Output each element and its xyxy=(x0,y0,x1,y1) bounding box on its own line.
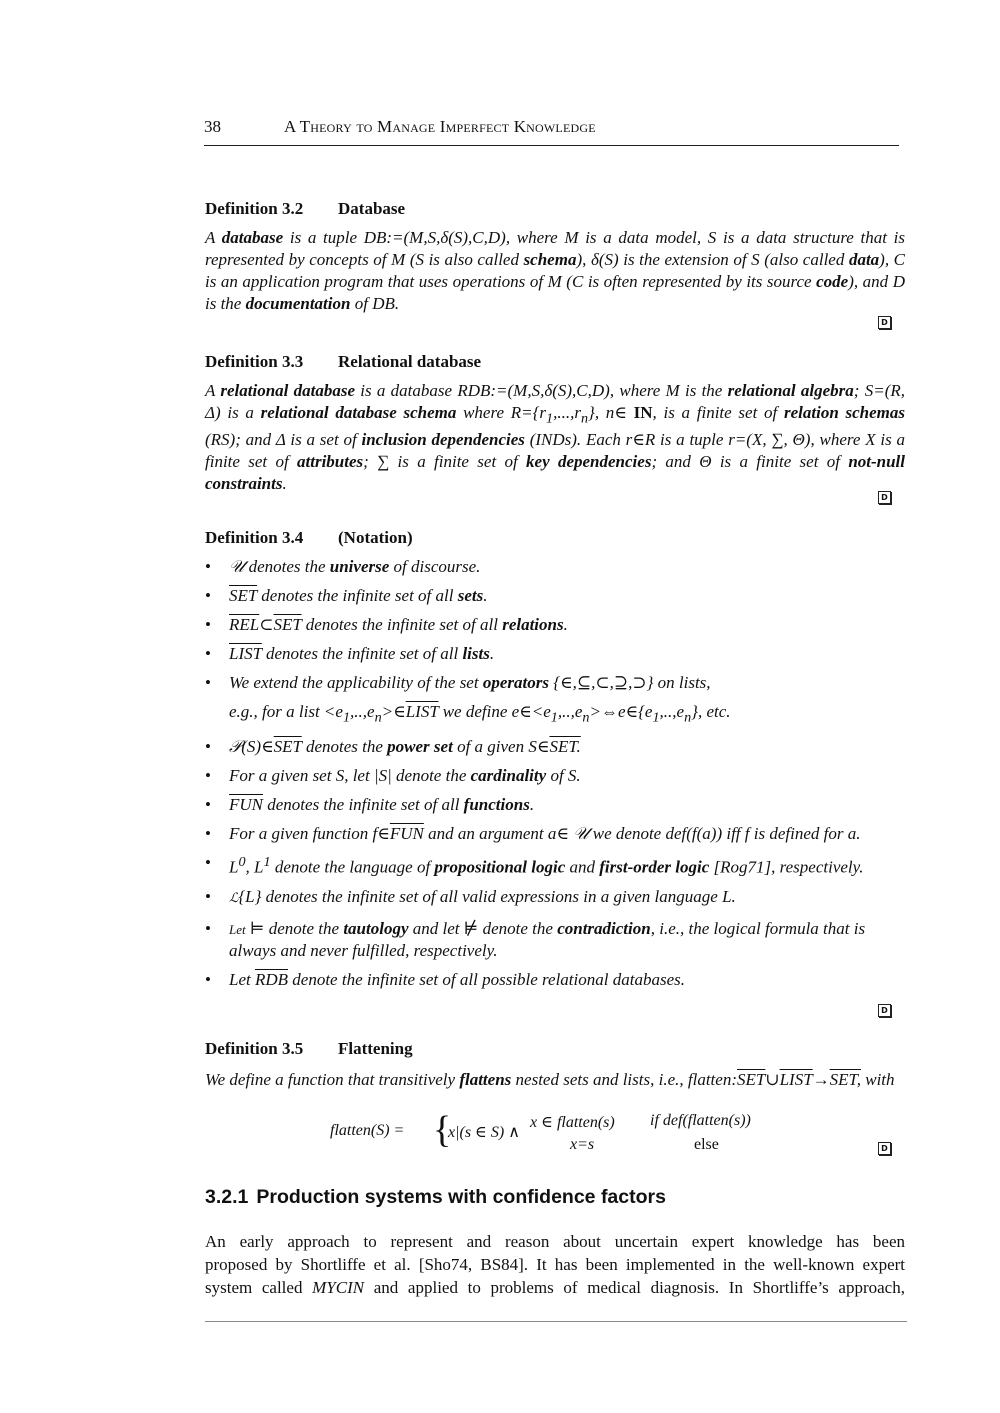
list-item-continuation: e.g., for a list $<e_1,..,e_n>\in LIST$ we define $e\in<e_1,..,e_n>\Leftrightarrow e\in\{e_1,..,e_n\}$, etc. xyxy=(229,702,731,726)
list-item: • $L^0$, $L^1$ denote the language of propositional logic and first-order logic [Rog71], respectively. xyxy=(205,853,864,878)
formula-case2-condition: else xyxy=(694,1136,719,1153)
formula-case1-condition: if def(flatten(s)) xyxy=(650,1112,751,1129)
flatten-formula xyxy=(330,1108,790,1158)
list-item: • $\overline{REL}\subset\overline{SET}$ denotes the infinite set of all relations. xyxy=(205,615,568,634)
formula-brace: { xyxy=(433,1109,452,1151)
body-line: An early approach to represent and reason about uncertain expert knowledge has been xyxy=(205,1232,905,1251)
definition-title: Flattening xyxy=(338,1039,413,1058)
list-item: • $𝒫(S)\in\overline{SET}$ denotes the power set of a given S∈SET. xyxy=(205,737,581,757)
list-item: • For a given set S, let |S| denote the cardinality of S. xyxy=(205,766,581,786)
footer-rule xyxy=(205,1321,907,1322)
list-item: • We extend the applicability of the set operators {∈,⊆,⊂,⊇,⊃} on lists, xyxy=(205,673,711,692)
section-heading xyxy=(205,1186,666,1209)
formula-condition: x|(s ∈ S) ∧ xyxy=(448,1124,520,1141)
body-line: proposed by Shortliffe et al. [Sho74, BS84]. It has been implemented in the well-known expert xyxy=(205,1255,905,1274)
definition-3-5-heading xyxy=(205,1039,413,1059)
definition-3-4-heading xyxy=(205,528,413,548)
list-item: • For a given function $f\in\overline{FUN}$ and an argument a∈ 𝒰 we denote def(f(a)) iff f is defined for a. xyxy=(205,824,861,844)
page-number: 38 xyxy=(204,117,221,136)
list-item: • LIST denotes the infinite set of all lists. xyxy=(205,644,495,663)
formula-case1-expression: x ∈ flatten(s) xyxy=(530,1114,615,1131)
definition-3-2-text: A database is a tuple DB:=(M,S,δ(S),C,D), where M is a data model, S is a data structure that is represented by concepts of M (S is also called schema), δ(S) is the extension of S (also called data), C is an application program that uses operations of M (C is often represented by its source code), and D is the documentation of DB. xyxy=(205,228,906,313)
list-item: • $\overline{FUN}$ denotes the infinite set of all functions. xyxy=(205,795,535,815)
definition-number: Definition 3.4 xyxy=(205,528,304,547)
section-number: 3.2.1 xyxy=(205,1186,249,1208)
list-item: • 𝒰 denotes the universe of discourse. xyxy=(205,557,481,576)
body-paragraph xyxy=(205,1230,905,1299)
definition-3-3-text: A relational database is a database RDB:=(M,S,δ(S),C,D), where M is the relational algebra; S=(R, Δ) is a relational database schema where $R=\{r_1,...,r_n\}$, n∈ IN, is a finite set of relation schemas (RS); and Δ is a set of inclusion dependencies (INDs). Each r∈R is a tuple r=(X, ∑, Θ), where X is a finite set of attributes; ∑ is a finite set of key dependencies; and Θ is a finite set of not-null constraints. xyxy=(205,381,906,494)
list-item: • ℒ{L} denotes the infinite set of all valid expressions in a given language L. xyxy=(205,887,736,907)
definition-number: Definition 3.3 xyxy=(205,352,304,371)
definition-3-3-heading xyxy=(205,352,481,372)
list-item: • $\overline{SET}$ denotes the infinite set of all sets. xyxy=(205,586,488,605)
definition-3-5-text: We define a function that transitively flattens nested sets and lists, i.e., $flatten:\overline{SET}\cup LIST\to SET$, with xyxy=(205,1070,895,1089)
formula-lhs: flatten(S) = xyxy=(330,1122,405,1139)
definition-number: Definition 3.5 xyxy=(205,1039,304,1058)
running-header xyxy=(204,115,899,146)
list-item: • Let $\overline{RDB}$ denote the infinite set of all possible relational databases. xyxy=(205,970,685,990)
definition-title: Relational database xyxy=(338,352,482,371)
end-of-definition-icon: D xyxy=(878,316,891,329)
chapter-title: A Theory to Manage Imperfect Knowledge xyxy=(284,117,596,136)
notation-list xyxy=(205,556,905,990)
section-title: Production systems with confidence factors xyxy=(256,1186,666,1208)
end-of-definition-icon: D xyxy=(878,1004,891,1017)
end-of-definition-icon: D xyxy=(878,491,891,504)
end-of-definition-icon: D xyxy=(878,1142,891,1155)
body-line: system called MYCIN and applied to problems of medical diagnosis. In Shortliffe’s approach, xyxy=(205,1278,905,1297)
formula-case2-expression: x=s xyxy=(570,1136,595,1153)
definition-title: Database xyxy=(338,199,406,218)
list-item: • Let ⊨ denote the tautology and let ⊭ denote the contradiction, i.e., the logical formula that is always and never fulfilled, respectively. xyxy=(205,919,866,961)
definition-3-2-heading xyxy=(205,199,405,219)
definition-title: (Notation) xyxy=(338,528,413,547)
definition-number: Definition 3.2 xyxy=(205,199,304,218)
